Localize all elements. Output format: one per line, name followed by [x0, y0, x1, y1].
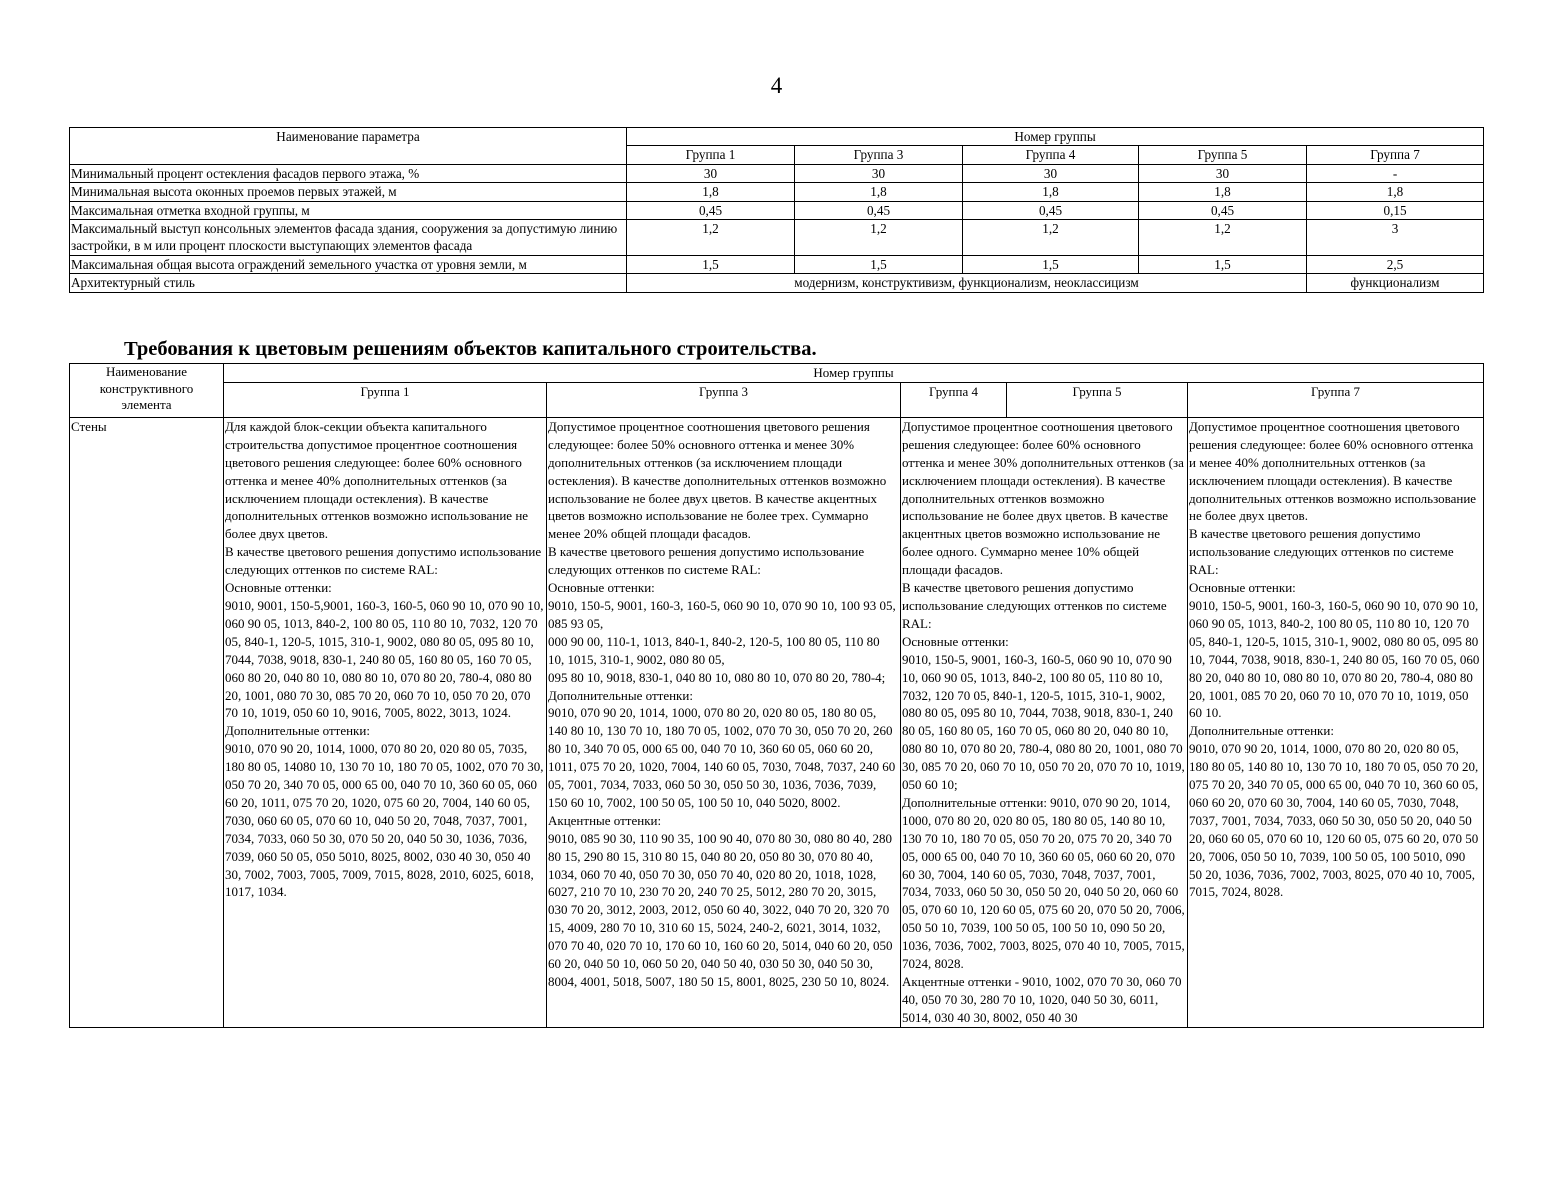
- group-header: Группа 7: [1307, 146, 1484, 164]
- param-value: 30: [963, 164, 1139, 182]
- param-value: 3: [1307, 220, 1484, 256]
- paragraph: 9010, 150-5, 9001, 160-3, 160-5, 060 90 10, 070 90 10, 100 93 05, 085 93 05,: [548, 597, 896, 631]
- group-header: Группа 5: [1007, 382, 1188, 417]
- paragraph: 095 80 10, 9018, 830-1, 040 80 10, 080 80 10, 070 80 20, 780-4;: [548, 669, 886, 685]
- group-header: Группа 1: [224, 382, 547, 417]
- param-value: 1,5: [963, 255, 1139, 273]
- paragraph: В качестве цветового решения допустимо использование следующих оттенков по системе RAL:: [548, 544, 865, 578]
- paragraph: 9010, 070 90 20, 1014, 1000, 070 80 20, 020 80 05, 180 80 05, 140 80 10, 130 70 10, 180 70 05, 1002, 070 70 30, 050 70 20, 260 80 10, 340 70 05, 000 65 00, 040 70 10, 360 60 05, 060 60 20, 1011, 075 70 20, 1020, 7004, 140 60 05, 7030, 7048, 7037, 240 60 05, 7001, 7034, 7033, 060 50 30, 050 50 30, 1036, 7036, 7039, 150 60 10, 7002, 100 50 05, 100 50 10, 040 5020, 8002.: [548, 705, 896, 810]
- param-value: 1,5: [1139, 255, 1307, 273]
- paragraph: Допустимое процентное соотношения цветового решения следующее: более 50% основного оттенка и менее 30% дополнительных оттенков (за исключением площади остекления). В качестве дополнительных оттенков возможно использование не более двух цветов. В качестве акцентных цветов возможно использование не более трех. Суммарно менее 20% общей площади фасадов.: [548, 418, 887, 542]
- paragraph: Дополнительные оттенки:: [225, 723, 370, 739]
- element-header-line: элемента: [121, 397, 172, 413]
- param-name: Минимальный процент остекления фасадов первого этажа, %: [70, 164, 627, 182]
- paragraph: Основные оттенки:: [902, 633, 1009, 649]
- param-value: 0,45: [1139, 201, 1307, 219]
- param-value: 1,8: [627, 183, 795, 201]
- param-value: 1,2: [795, 220, 963, 256]
- table-row: [70, 183, 1484, 201]
- group-header: Группа 5: [1139, 146, 1307, 164]
- paragraph: 9010, 150-5, 9001, 160-3, 160-5, 060 90 10, 070 90 10, 060 90 05, 1013, 840-2, 100 80 05, 110 80 10, 7032, 120 70 05, 840-1, 120-5, 1015, 310-1, 9002, 080 80 05, 095 80 10, 7044, 7038, 9018, 830-1, 240 80 05, 160 80 05, 160 70 05, 060 80 20, 040 80 10, 080 80 10, 070 80 20, 780-4, 080 80 20, 1001, 080 70 30, 085 70 20, 060 70 10, 050 70 20, 070 70 10, 1019, 050 60 10;: [902, 651, 1185, 793]
- paragraph: Акцентные оттенки - 9010, 1002, 070 70 30, 060 70 40, 050 70 30, 280 70 10, 1020, 040 50 30, 6011, 5014, 030 40 30, 8002, 050 40 30: [902, 974, 1182, 1025]
- paragraph: Допустимое процентное соотношения цветового решения следующее: более 60% основного оттенка и менее 40% дополнительных оттенков (за исключением площади остекления). В качестве дополнительных оттенков возможно использование не более двух цветов.: [1189, 418, 1477, 524]
- table-row: [70, 201, 1484, 219]
- group-header: Группа 7: [1188, 382, 1484, 417]
- param-value: 1,5: [795, 255, 963, 273]
- section-title: Требования к цветовым решениям объектов капитального строительства.: [124, 338, 817, 360]
- group-header: Группа 4: [901, 382, 1007, 417]
- paragraph: 000 90 00, 110-1, 1013, 840-1, 840-2, 120-5, 100 80 05, 110 80 10, 1015, 310-1, 9002, 080 80 05,: [548, 633, 880, 667]
- table-header-row: [70, 364, 1484, 383]
- param-name: Максимальная общая высота ограждений земельного участка от уровня земли, м: [70, 255, 627, 273]
- paragraph: 9010, 070 90 20, 1014, 1000, 070 80 20, 020 80 05, 7035, 180 80 05, 14080 10, 130 70 10, 180 70 05, 1002, 070 70 30, 050 70 20, 340 70 05, 000 65 00, 040 70 10, 360 60 05, 060 60 20, 1011, 075 70 20, 1020, 075 60 20, 7004, 140 60 05, 7030, 060 60 05, 070 60 10, 040 50 20, 7048, 7037, 7001, 7034, 7033, 060 50 30, 070 50 20, 040 50 30, 1036, 7036, 7039, 060 50 05, 050 5010, 8025, 8002, 030 40 30, 050 40 30, 7002, 7003, 7005, 7009, 7015, 8028, 2010, 6025, 6018, 1017, 1034.: [225, 741, 544, 900]
- paragraph: В качестве цветового решения допустимо использование следующих оттенков по системе RAL:: [225, 544, 542, 578]
- group-header: Группа 3: [547, 382, 901, 417]
- paragraph: В качестве цветового решения допустимо использование следующих оттенков по системе RAL:: [1189, 526, 1454, 578]
- paragraph: Дополнительные оттенки: 9010, 070 90 20, 1014, 1000, 070 80 20, 020 80 05, 180 80 05, 140 80 10, 130 70 10, 180 70 05, 050 70 20, 075 70 20, 340 70 05, 000 65 00, 040 70 10, 360 60 05, 060 60 20, 070 60 30, 7004, 140 60 05, 7030, 7048, 7037, 7001, 7034, 7033, 060 50 30, 050 50 20, 040 50 20, 060 60 05, 070 60 10, 120 60 05, 075 60 20, 070 50 20, 7006, 050 50 10, 7039, 100 50 05, 100 50 10, 090 50 20, 1036, 7036, 7002, 7003, 8025, 070 40 10, 7005, 7015, 7024, 8028.: [902, 794, 1185, 972]
- param-value: -: [1307, 164, 1484, 182]
- style-value: функционализм: [1307, 274, 1484, 292]
- table-row: [70, 164, 1484, 182]
- group7-colors: [1188, 417, 1484, 1027]
- param-value: 30: [627, 164, 795, 182]
- group-header: Группа 4: [963, 146, 1139, 164]
- param-value: 30: [795, 164, 963, 182]
- paragraph: Акцентные оттенки:: [548, 812, 662, 828]
- style-value: модернизм, конструктивизм, функционализм, неоклассицизм: [627, 274, 1307, 292]
- group-number-header: Номер группы: [224, 364, 1484, 383]
- param-value: 1,8: [795, 183, 963, 201]
- param-value: 1,8: [1139, 183, 1307, 201]
- paragraph: 9010, 085 90 30, 110 90 35, 100 90 40, 070 80 30, 080 80 40, 280 80 15, 290 80 15, 310 80 15, 040 80 20, 050 80 30, 070 80 40, 1034, 060 70 40, 050 70 30, 050 70 40, 020 80 20, 1018, 1028, 6027, 210 70 10, 230 70 20, 240 70 25, 5012, 280 70 20, 3015, 030 70 20, 3012, 2003, 2012, 050 60 40, 3022, 040 70 20, 320 70 15, 4009, 280 70 10, 310 60 15, 5024, 240-2, 6021, 3014, 1032, 070 70 40, 020 70 10, 170 60 10, 160 60 20, 5014, 040 60 20, 050 60 20, 040 50 10, 060 50 20, 040 50 40, 030 50 30, 040 50 30, 8004, 4001, 5018, 5007, 180 50 15, 8001, 8025, 230 50 10, 8024.: [548, 830, 893, 989]
- param-value: 0,45: [627, 201, 795, 219]
- page-number: 4: [770, 73, 783, 98]
- paragraph: Основные оттенки:: [1189, 580, 1296, 596]
- group4-5-colors: [901, 417, 1188, 1027]
- paragraph: Дополнительные оттенки:: [548, 687, 693, 703]
- table-row: [70, 274, 1484, 292]
- param-value: 1,2: [627, 220, 795, 256]
- table-row: [70, 220, 1484, 256]
- table-header-row: [70, 128, 1484, 146]
- paragraph: 9010, 150-5, 9001, 160-3, 160-5, 060 90 10, 070 90 10, 060 90 05, 1013, 840-2, 100 80 05, 110 80 10, 120 70 05, 840-1, 120-5, 1015, 310-1, 9002, 080 80 05, 095 80 10, 7044, 7038, 9018, 830-1, 240 80 05, 160 70 05, 060 80 20, 040 80 10, 080 80 10, 070 80 20, 780-4, 080 80 20, 1001, 085 70 20, 060 70 10, 070 70 10, 1019, 050 60 10.: [1189, 597, 1480, 721]
- group-number-header: Номер группы: [627, 128, 1484, 146]
- param-name: Минимальная высота оконных проемов первых этажей, м: [70, 183, 627, 201]
- paragraph: Основные оттенки:: [225, 580, 332, 596]
- param-value: 1,2: [1139, 220, 1307, 256]
- paragraph: 9010, 9001, 150-5,9001, 160-3, 160-5, 060 90 10, 070 90 10, 060 90 05, 1013, 840-2, 100 80 05, 110 80 10, 7032, 120 70 05, 840-1, 120-5, 1015, 310-1, 9002, 080 80 05, 095 80 10, 7044, 7038, 9018, 830-1, 240 80 05, 160 80 05, 160 70 05, 060 80 20, 040 80 10, 080 80 10, 070 80 20, 780-4, 080 80 20, 1001, 080 70 30, 085 70 20, 060 70 10, 050 70 20, 070 70 10, 1019, 050 60 10, 9016, 7005, 8022, 3013, 1024.: [225, 597, 544, 721]
- param-name: Максимальный выступ консольных элементов фасада здания, сооружения за допустимую линию застройки, в м или процент плоскости выступающих элементов фасада: [70, 220, 627, 256]
- paragraph: Основные оттенки:: [548, 580, 655, 596]
- element-name-header: [70, 364, 224, 418]
- group1-colors: [224, 417, 547, 1027]
- param-value: 1,8: [1307, 183, 1484, 201]
- param-value: 30: [1139, 164, 1307, 182]
- element-name: Стены: [70, 417, 224, 1027]
- paragraph: В качестве цветового решения допустимо использование следующих оттенков по системе RAL:: [902, 580, 1167, 631]
- param-value: 0,45: [963, 201, 1139, 219]
- color-requirements-table: [69, 363, 1484, 1028]
- group3-colors: [547, 417, 901, 1027]
- paragraph: Дополнительные оттенки:: [1189, 723, 1334, 739]
- element-header-line: Наименование: [106, 364, 187, 379]
- param-value: 0,15: [1307, 201, 1484, 219]
- param-value: 1,5: [627, 255, 795, 273]
- param-value: 1,2: [963, 220, 1139, 256]
- paragraph: Для каждой блок-секции объекта капитального строительства допустимое процентное соотношения цветового решения следующее: более 60% основного оттенка и менее 40% дополнительных оттенков (за исключением площади остекления). В качестве дополнительных оттенков возможно использование не более двух цветов.: [225, 418, 529, 542]
- param-value: 2,5: [1307, 255, 1484, 273]
- param-value: 0,45: [795, 201, 963, 219]
- param-value: 1,8: [963, 183, 1139, 201]
- element-header-line: конструктивного: [99, 380, 194, 396]
- paragraph: 9010, 070 90 20, 1014, 1000, 070 80 20, 020 80 05, 180 80 05, 140 80 10, 130 70 10, 180 70 05, 050 70 20, 075 70 20, 340 70 05, 000 65 00, 040 70 10, 360 60 05, 060 60 20, 070 60 30, 7004, 140 60 05, 7030, 7048, 7037, 7001, 7034, 7033, 060 50 30, 050 50 20, 040 50 20, 060 60 05, 070 60 10, 120 60 05, 075 60 20, 070 50 20, 7006, 050 50 10, 7039, 100 50 05, 100 5010, 090 50 20, 1036, 7036, 7002, 7003, 8025, 070 40 10, 7005, 7015, 7024, 8028.: [1189, 741, 1479, 900]
- param-name-header: Наименование параметра: [70, 128, 627, 165]
- table-row: [70, 255, 1484, 273]
- param-name: Максимальная отметка входной группы, м: [70, 201, 627, 219]
- parameters-table: [69, 127, 1484, 293]
- paragraph: Допустимое процентное соотношения цветового решения следующее: более 60% основного оттенка и менее 30% дополнительных оттенков (за исключением площади остекления). В качестве дополнительных оттенков возможно использование не более двух цветов. В качестве акцентных цветов возможно использование не более одного. Суммарно менее 10% общей площади фасадов.: [902, 418, 1184, 578]
- group-header: Группа 1: [627, 146, 795, 164]
- group-header-row: [70, 382, 1484, 417]
- group-header: Группа 3: [795, 146, 963, 164]
- table-row: [70, 417, 1484, 1027]
- param-name: Архитектурный стиль: [70, 274, 627, 292]
